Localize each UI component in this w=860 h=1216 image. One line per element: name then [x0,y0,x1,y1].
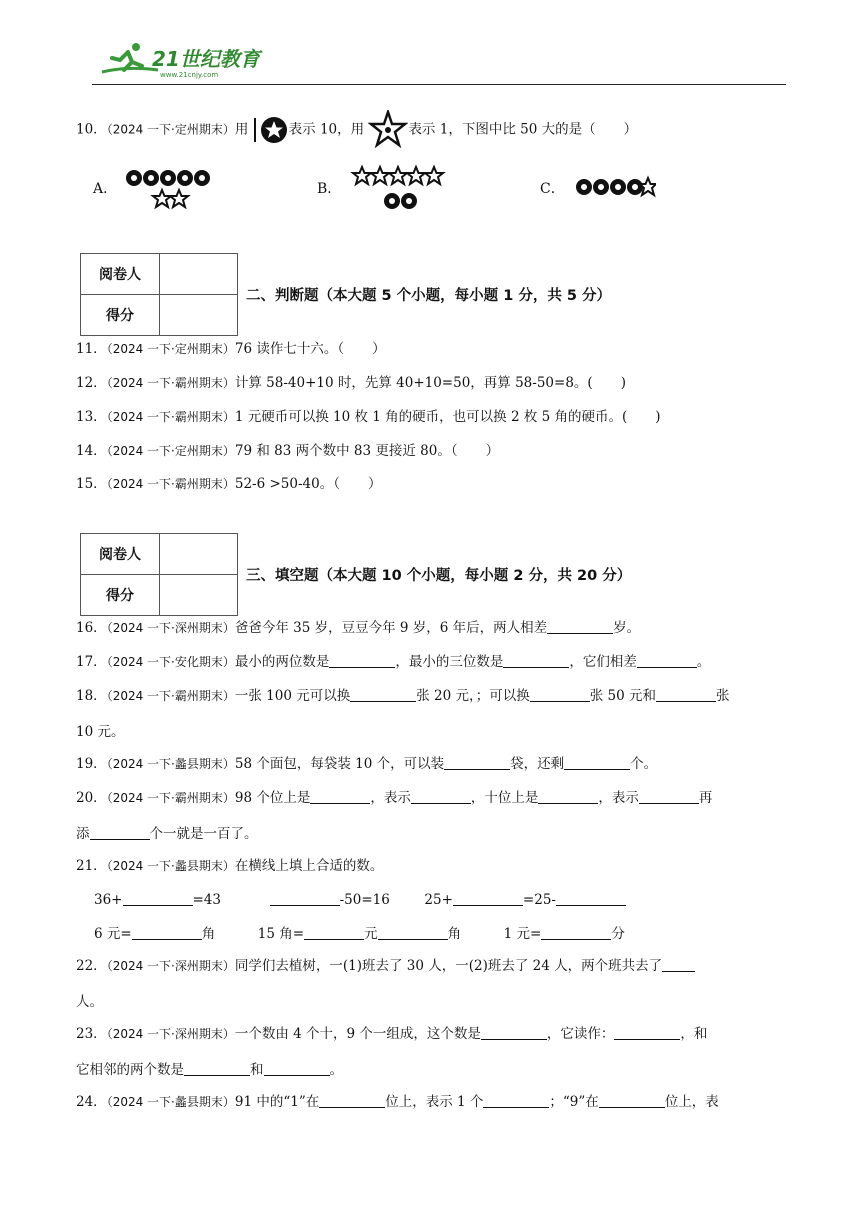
score-table-section-3 [80,533,238,616]
answer-blank[interactable] [564,754,630,770]
score-label: 得分 [81,575,160,616]
question-18-line2: 10 元。 [76,724,125,740]
answer-blank[interactable] [132,924,202,940]
question-20: 20．（2024 一下·霸州期末）98 个位上是 ，表示 ，十位上是 ，表示 再 [76,790,713,806]
answer-blank[interactable] [637,652,697,668]
question-17: 17．（2024 一下·安化期末）最小的两位数是 ，最小的三位数是 ，它们相差 。 [76,654,711,670]
question-16: 16．（2024 一下·深州期末）爸爸今年 35 岁，豆豆今年 9 岁，6 年后，两人相差 岁。 [76,620,641,636]
reviewer-label: 阅卷人 [81,254,160,295]
answer-blank[interactable] [547,618,613,634]
option-a-label: A． [93,181,118,197]
section-3-title: 三、填空题（本大题 10 个小题，每小题 2 分，共 20 分） [246,568,632,584]
answer-blank[interactable] [329,652,395,668]
answer-blank[interactable] [270,890,340,906]
logo-icon [98,40,268,80]
answer-blank[interactable] [541,924,611,940]
answer-blank[interactable] [503,652,569,668]
score-table-section-2 [80,253,238,336]
star-icon [368,110,408,150]
question-10: 10．（2024 一下·定州期末）用 表示 10，用 表示 1，下图中比 50 大的是（ ） [76,110,637,150]
question-21: 21．（2024 一下·蠡县期末）在横线上填上合适的数。 [76,858,384,874]
answer-blank[interactable] [123,890,193,906]
option-a-figure [122,166,214,212]
reviewer-label: 阅卷人 [81,534,160,575]
answer-blank[interactable] [184,1060,250,1076]
question-12: 12．（2024 一下·霸州期末）计算 58-40+10 时，先算 40+10=50，再算 58-50=8。( ) [76,375,626,391]
answer-blank[interactable] [599,1092,665,1108]
question-15: 15．（2024 一下·霸州期末）52-6 >50-40。（ ） [76,476,382,492]
question-20-line2: 添 个一就是一百了。 [76,826,258,842]
question-24: 24．（2024 一下·蠡县期末）91 中的“1”在 位上，表示 1 个 ；“9”在 位上，表 [76,1094,719,1110]
score-cell[interactable] [160,295,238,336]
option-c-figure [574,174,656,200]
answer-blank[interactable] [614,1024,680,1040]
question-13: 13．（2024 一下·霸州期末）1 元硬币可以换 10 枚 1 角的硬币，也可以换 2 枚 5 角的硬币。( ) [76,409,661,425]
score-cell[interactable] [160,575,238,616]
answer-blank[interactable] [264,1060,330,1076]
option-b-figure [348,164,448,214]
question-22-line2: 人。 [76,994,103,1010]
reviewer-cell[interactable] [160,534,238,575]
answer-blank[interactable] [90,824,150,840]
answer-blank[interactable] [319,1092,385,1108]
answer-blank[interactable] [662,956,695,972]
question-21-row1: 36+ =43 -50=16 25+ =25- [94,890,626,908]
page-header [92,38,786,88]
answer-blank[interactable] [530,686,590,702]
question-14: 14．（2024 一下·定州期末）79 和 83 两个数中 83 更接近 80。（ ） [76,443,500,459]
answer-blank[interactable] [483,1092,549,1108]
question-23: 23．（2024 一下·深州期末）一个数由 4 个十，9 个一组成，这个数是 ，它读作： ，和 [76,1026,708,1042]
answer-blank[interactable] [639,788,699,804]
section-2-title: 二、判断题（本大题 5 个小题，每小题 1 分，共 5 分） [246,288,612,304]
answer-blank[interactable] [444,754,510,770]
answer-blank[interactable] [411,788,471,804]
logo-url: www.21cnjy.com [160,71,219,79]
header-divider [92,84,786,85]
logo-text: 21世纪教育 [152,47,260,71]
question-18: 18．（2024 一下·霸州期末）一张 100 元可以换 张 20 元，；可以换 张 50 元和 张 [76,688,730,704]
answer-blank[interactable] [656,686,716,702]
answer-blank[interactable] [304,924,364,940]
answer-blank[interactable] [481,1024,547,1040]
question-11: 11．（2024 一下·定州期末）76 读作七十六。（ ） [76,341,386,357]
question-22: 22．（2024 一下·深州期末）同学们去植树，一(1)班去了 30 人，一(2)班去了 24 人，两个班共去了 [76,956,695,976]
answer-blank[interactable] [310,788,370,804]
reviewer-cell[interactable] [160,254,238,295]
answer-blank[interactable] [538,788,598,804]
score-label: 得分 [81,295,160,336]
option-c-label: C． [540,181,565,197]
option-b-label: B． [317,181,342,197]
answer-blank[interactable] [350,686,416,702]
question-19: 19．（2024 一下·蠡县期末）58 个面包，每袋装 10 个，可以装 袋，还剩 个。 [76,756,658,772]
circle-star-icon [253,115,289,145]
answer-blank[interactable] [556,890,626,906]
question-23-line2: 它相邻的两个数是 和 。 [76,1062,343,1078]
answer-blank[interactable] [453,890,523,906]
answer-blank[interactable] [378,924,448,940]
question-21-row2: 6 元= 角 15 角= 元 角 1 元= 分 [94,926,625,942]
